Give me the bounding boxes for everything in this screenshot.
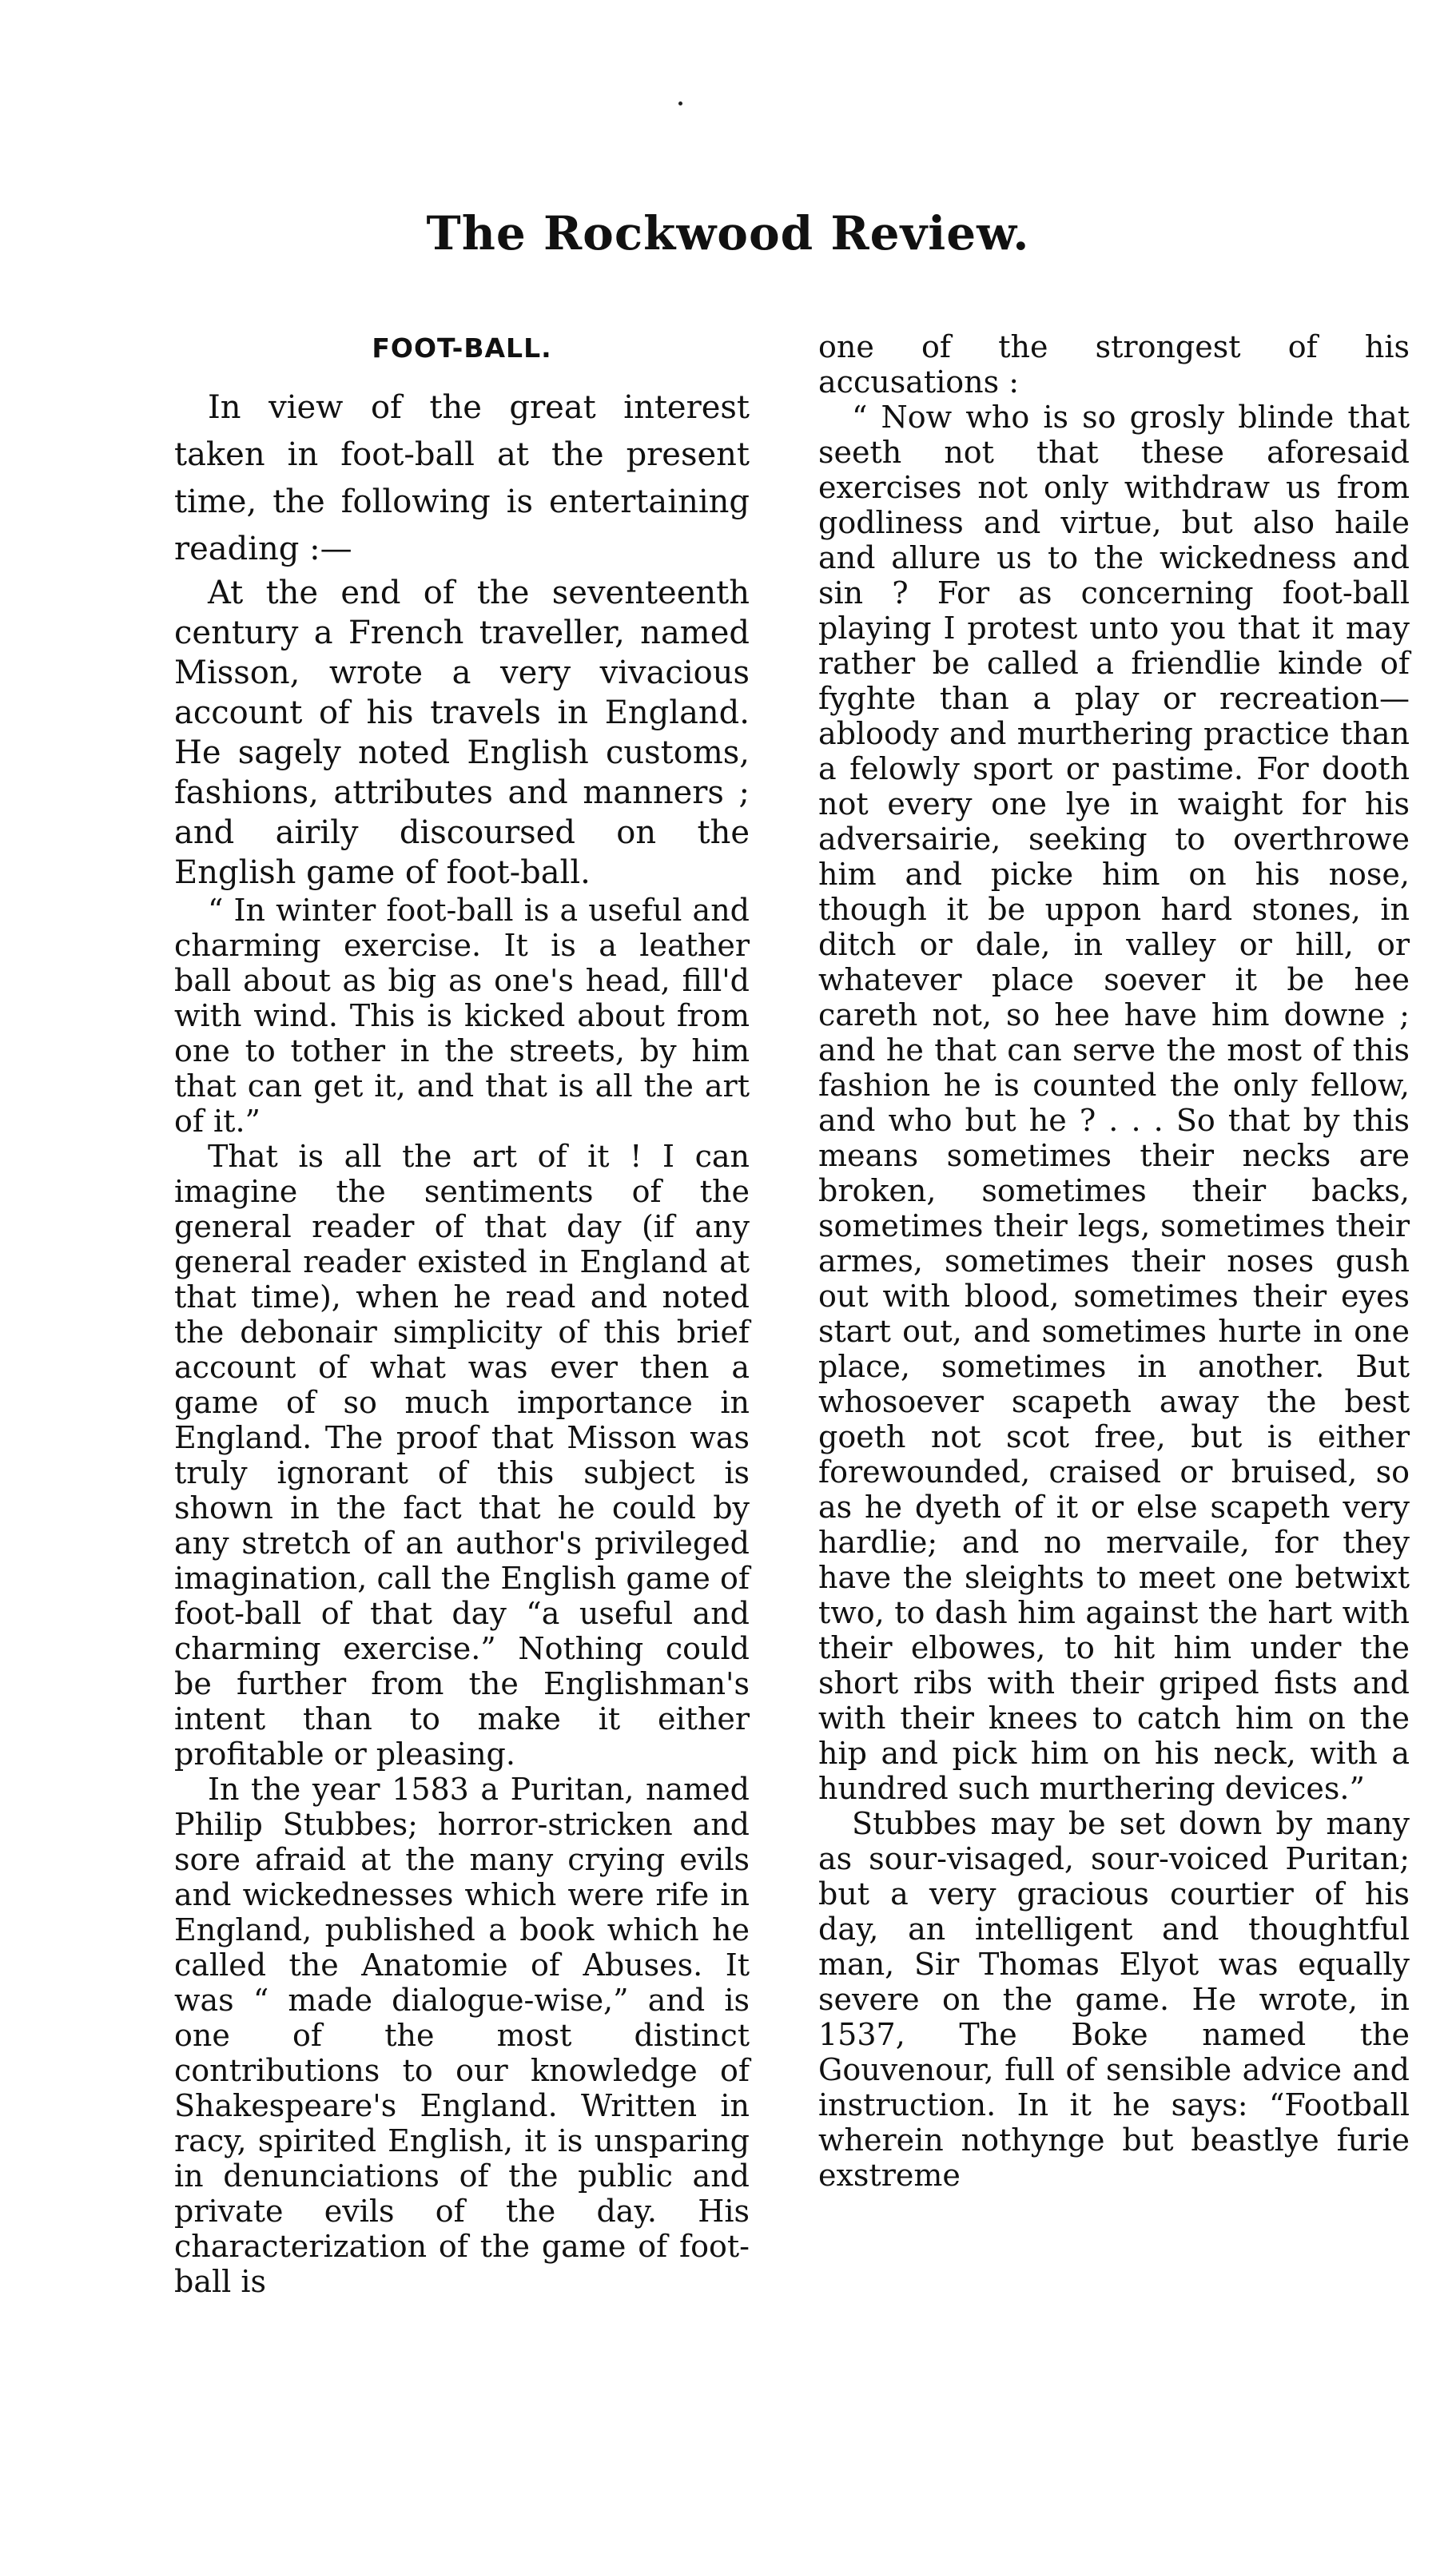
- paragraph-misson-intro: At the end of the seventeenth century a French traveller, named Misson, wrote a very vivacious account of his travels in England. He sagely noted English customs, fashions, attributes and manners ; and airily discoursed on the English game of foot-ball.: [174, 575, 750, 891]
- ink-speck: [678, 101, 682, 105]
- paragraph-intro: In view of the great interest taken in foot-ball at the present time, the following is entertaining reading :—: [174, 389, 750, 567]
- paragraph-all-the-art: That is all the art of it ! I can imagine the sentiments of the general reader of that day (if any general reader existed in England at that time), when he read and noted the debonair simplicity of this brief account of what was ever then a game of so much importance in England. The proof that Misson was truly ignorant of this subject is shown in the fact that he could by any stretch of an author's privileged imagination, call the English game of foot-ball of that day “a useful and charming exercise.” Nothing could be further from the Englishman's intent than to make it either profitable or pleasing.: [174, 1139, 750, 1772]
- right-column: [818, 329, 1410, 2193]
- left-column: [174, 329, 750, 2299]
- paragraph-stubbes: In the year 1583 a Puritan, named Philip Stubbes; horror-stricken and sore afraid at the many crying evils and wickednesses which were rife in England, published a book which he called the Anatomie of Abuses. It was “ made dialogue-wise,” and is one of the most distinct contributions to our knowledge of Shakespeare's England. Written in racy, spirited English, it is unsparing in denunciations of the public and private evils of the day. His characterization of the game of foot-ball is: [174, 1772, 750, 2299]
- masthead-title: The Rockwood Review.: [426, 206, 1030, 261]
- paragraph-misson-quote: “ In winter foot-ball is a useful and charming exercise. It is a leather ball about as big as one's head, fill'd with wind. This is kicked about from one to tother in the streets, by him that can get it, and that is all the art of it.”: [174, 893, 750, 1139]
- article-heading: FOOT-BALL.: [372, 332, 552, 364]
- paragraph-elyot: Stubbes may be set down by many as sour-visaged, sour-voiced Puritan; but a very gracious courtier of his day, an intelligent and thoughtful man, Sir Thomas Elyot was equally severe on the game. He wrote, in 1537, The Boke named the Gouvenour, full of sensible advice and instruction. In it he says: “Football wherein nothynge but beastlye furie exstreme: [818, 1806, 1410, 2193]
- paragraph-continued: one of the strongest of his accusations :: [818, 329, 1410, 400]
- paragraph-stubbes-quote: “ Now who is so grosly blinde that seeth not that these aforesaid exercises not only withdraw us from godliness and virtue, but also haile and allure us to the wickedness and sin ? For as concerning foot-ball playing I protest unto you that it may rather be called a friendlie kinde of fyghte than a play or recreation—abloody and murthering practice than a felowly sport or pastime. For dooth not every one lye in waight for his adversairie, seeking to overthrowe him and picke him on his nose, though it be uppon hard stones, in ditch or dale, in valley or hill, or whatever place soever it be hee careth not, so hee have him downe ; and he that can serve the most of this fashion he is counted the only fellow, and who but he ? . . . So that by this means sometimes their necks are broken, sometimes their backs, sometimes their legs, sometimes their armes, sometimes their noses gush out with blood, sometimes their eyes start out, and sometimes hurte in one place, sometimes in another. But whosoever scapeth away the best goeth not scot free, but is either forewounded, craised or bruised, so as he dyeth of it or else scapeth very hardlie; and no mervaile, for they have the sleights to meet one betwixt two, to dash him against the hart with their elbowes, to hit him under the short ribs with their griped fists and with their knees to catch him on the hip and pick him on his neck, with a hundred such murthering devices.”: [818, 400, 1410, 1806]
